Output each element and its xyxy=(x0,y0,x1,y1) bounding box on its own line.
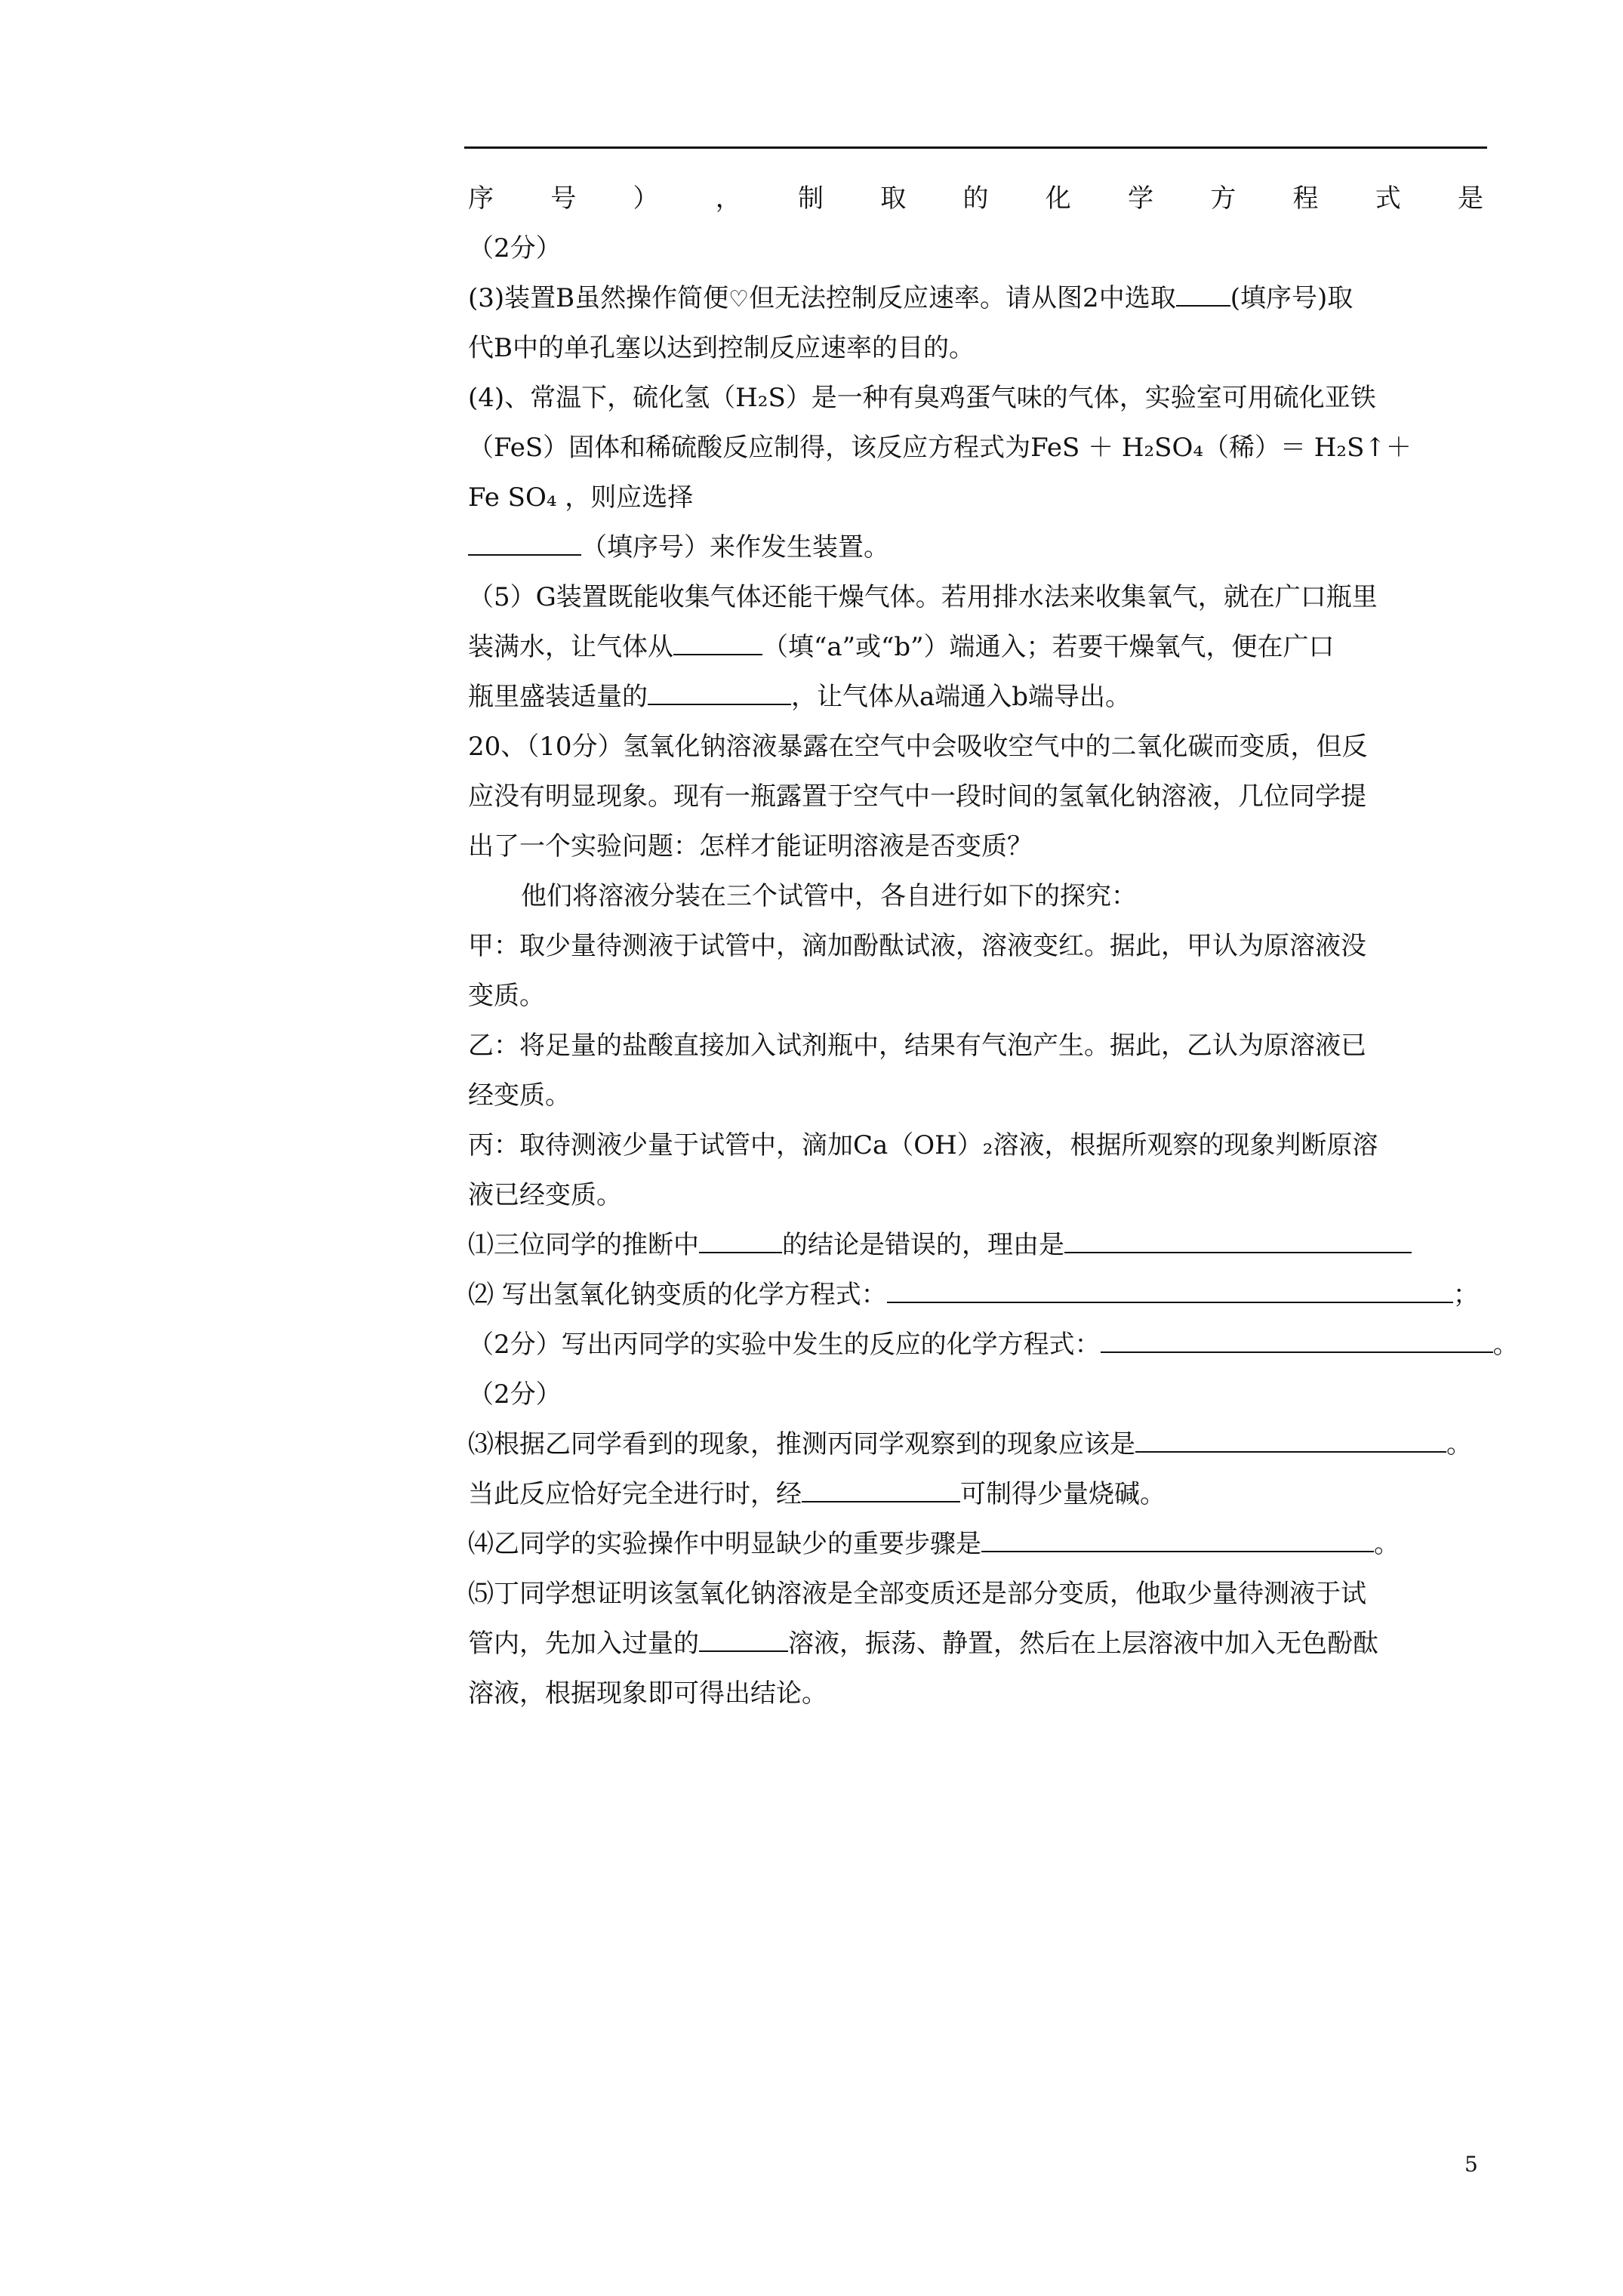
line-15: 他们将溶液分装在三个试管中，各自进行如下的探究： xyxy=(521,881,1137,911)
answer-blank[interactable] xyxy=(887,1271,1453,1303)
answer-blank[interactable] xyxy=(699,1620,788,1652)
text: 。 xyxy=(1446,1429,1472,1459)
answer-blank[interactable] xyxy=(981,1521,1374,1552)
line-5: (4)、常温下，硫化氢（H₂S）是一种有臭鸡蛋气味的气体，实验室可用硫化亚铁 xyxy=(468,383,1376,413)
text: 瓶里盛装适量的 xyxy=(468,682,648,712)
line-24 xyxy=(468,1320,1519,1370)
text: ； xyxy=(1452,1280,1479,1310)
text: 。 xyxy=(1374,1529,1400,1559)
line-19: 经变质。 xyxy=(468,1080,571,1111)
text: ⑶根据乙同学看到的现象，推测丙同学观察到的现象应该是 xyxy=(468,1429,1135,1459)
char: 式 xyxy=(1375,183,1401,214)
question-text xyxy=(468,174,1519,1718)
line-26 xyxy=(468,1419,1487,1469)
line-3 xyxy=(468,273,1487,323)
text: ⑴三位同学的推断中 xyxy=(468,1230,699,1260)
text: 当此反应恰好完全进行时，经 xyxy=(468,1479,802,1509)
line-31: 溶液，根据现象即可得出结论。 xyxy=(468,1678,827,1709)
text: 但无法控制反应速率。请从图2中选取 xyxy=(749,283,1176,313)
answer-blank[interactable] xyxy=(673,624,762,655)
line-29: ⑸丁同学想证明该氢氧化钠溶液是全部变质还是部分变质，他取少量待测液于试 xyxy=(468,1579,1366,1609)
text: ，让气体从a端通入b端导出。 xyxy=(791,682,1132,712)
char: 制 xyxy=(798,183,824,214)
char: 学 xyxy=(1128,183,1153,214)
char: 方 xyxy=(1210,183,1236,214)
text: （填“a”或“b”）端通入；若要干燥氧气，便在广口 xyxy=(762,632,1335,662)
text: （2分）写出丙同学的实验中发生的反应的化学方程式： xyxy=(468,1330,1101,1360)
answer-blank[interactable] xyxy=(648,673,791,705)
line-22 xyxy=(468,1220,1487,1270)
page-number: 5 xyxy=(1464,2152,1478,2177)
line-30 xyxy=(468,1619,1487,1669)
char: 号 xyxy=(550,183,577,214)
char: 程 xyxy=(1292,183,1319,214)
text: 溶液，振荡、静置，然后在上层溶液中加入无色酚酞 xyxy=(788,1629,1378,1659)
line-8 xyxy=(468,522,1487,572)
answer-blank[interactable] xyxy=(468,524,581,556)
text: 可制得少量烧碱。 xyxy=(960,1479,1166,1509)
line-20: 丙：取待测液少量于试管中，滴加Ca（OH）₂溶液，根据所观察的现象判断原溶 xyxy=(468,1130,1378,1160)
line-17: 变质。 xyxy=(468,981,545,1011)
text: 。 xyxy=(1492,1330,1519,1360)
header-rule xyxy=(464,146,1487,149)
char: 取 xyxy=(880,183,907,214)
text: ⑵ 写出氢氧化钠变质的化学方程式： xyxy=(468,1280,887,1310)
line-10 xyxy=(468,622,1487,672)
char: 序 xyxy=(468,183,494,214)
char: ） xyxy=(633,183,659,214)
line-23 xyxy=(468,1270,1487,1320)
line-11 xyxy=(468,672,1487,722)
line-14: 出了一个实验问题：怎样才能证明溶液是否变质？ xyxy=(468,831,1033,861)
char: 的 xyxy=(962,183,989,214)
text: (填序号)取 xyxy=(1230,283,1354,313)
answer-blank[interactable] xyxy=(1064,1222,1412,1253)
line-18: 乙：将足量的盐酸直接加入试剂瓶中，结果有气泡产生。据此，乙认为原溶液已 xyxy=(468,1031,1366,1061)
line-21: 液已经变质。 xyxy=(468,1180,622,1210)
line-2: （2分） xyxy=(468,233,562,264)
line-27 xyxy=(468,1469,1487,1519)
text: 装满水，让气体从 xyxy=(468,632,673,662)
heart-icon: ♡ xyxy=(728,286,750,313)
text: ⑷乙同学的实验操作中明显缺少的重要步骤是 xyxy=(468,1529,981,1559)
line-28 xyxy=(468,1519,1487,1569)
line-13: 应没有明显现象。现有一瓶露置于空气中一段时间的氢氧化钠溶液，几位同学提 xyxy=(468,781,1366,812)
answer-blank[interactable] xyxy=(699,1222,782,1253)
line-9: （5）G装置既能收集气体还能干燥气体。若用排水法来收集氧气，就在广口瓶里 xyxy=(468,582,1378,612)
text: （填序号）来作发生装置。 xyxy=(581,532,889,562)
line-25: （2分） xyxy=(468,1379,562,1410)
answer-blank[interactable] xyxy=(1101,1321,1493,1353)
answer-blank[interactable] xyxy=(802,1471,960,1502)
answer-blank[interactable] xyxy=(1135,1421,1446,1453)
text: (3)装置B虽然操作简便 xyxy=(468,283,729,313)
line-6: （FeS）固体和稀硫酸反应制得，该反应方程式为FeS ＋ H₂SO₄（稀）＝ H₂S↑＋ xyxy=(468,433,1412,463)
line-12: 20、（10分）氢氧化钠溶液暴露在空气中会吸收空气中的二氧化碳而变质，但反 xyxy=(468,732,1368,762)
line-4: 代B中的单孔塞以达到控制反应速率的目的。 xyxy=(468,333,975,363)
char: 化 xyxy=(1045,183,1071,214)
text: 的结论是错误的，理由是 xyxy=(782,1230,1064,1260)
answer-blank[interactable] xyxy=(1176,275,1230,307)
line-1 xyxy=(468,174,1483,223)
line-16: 甲：取少量待测液于试管中，滴加酚酞试液，溶液变红。据此，甲认为原溶液没 xyxy=(468,931,1366,961)
char: 是 xyxy=(1458,183,1483,214)
char: ， xyxy=(715,183,741,214)
text: 管内，先加入过量的 xyxy=(468,1629,699,1659)
line-7: Fe SO₄ ，则应选择 xyxy=(468,482,694,513)
